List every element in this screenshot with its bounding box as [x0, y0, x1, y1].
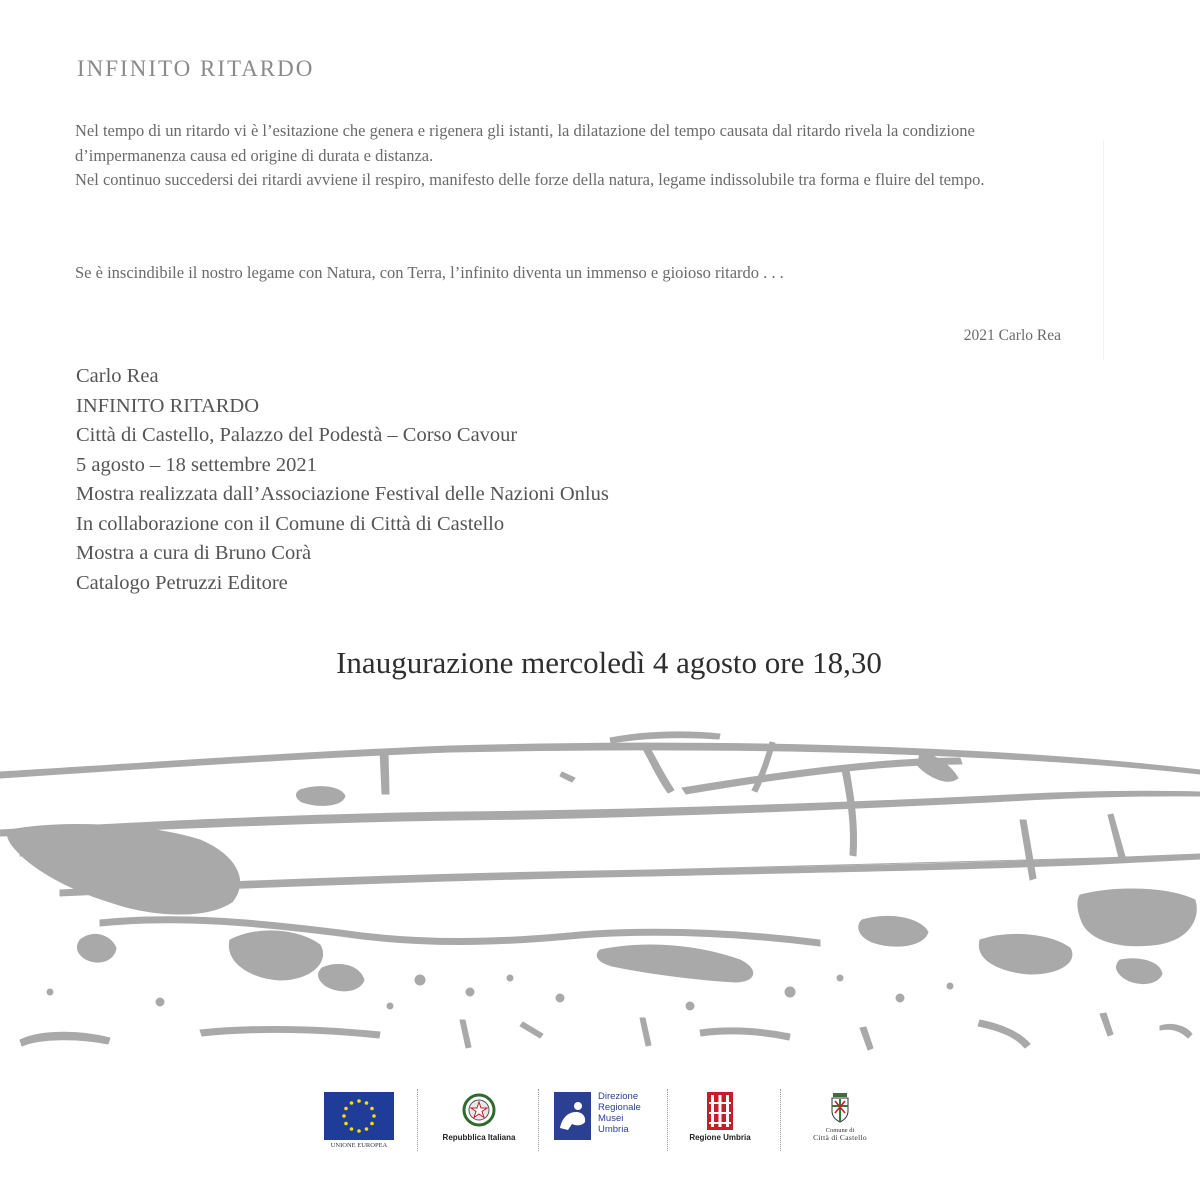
logos-row: [0, 1085, 1200, 1155]
intro-paragraph-1: Nel tempo di un ritardo vi è l’esitazione che genera e rigenera gli istanti, la dilatazione del tempo causata dal ritardo rivela la condizione d’impermanenza causa ed origine di durata e distanza.: [75, 121, 975, 165]
logo-separator: [780, 1089, 781, 1151]
comune-line-1: Comune di: [825, 1127, 855, 1134]
logo-musei-umbria: [554, 1085, 654, 1155]
dates: 5 agosto – 18 settembre 2021: [76, 453, 317, 476]
comune-line-2: Città di Castello: [813, 1133, 867, 1142]
intro-quote: Se è inscindibile il nostro legame con Natura, con Terra, l’infinito diventa un immenso e gioioso ritardo . . .: [75, 263, 784, 282]
artist-name: Carlo Rea: [76, 365, 159, 387]
artwork-image: [0, 730, 1200, 1060]
logo-separator: [667, 1089, 668, 1151]
regione-icon: [707, 1092, 733, 1130]
regione-caption: Regione Umbria: [689, 1133, 751, 1142]
logo-separator: [538, 1089, 539, 1151]
musei-line-1: Direzione: [598, 1091, 639, 1102]
signature: 2021 Carlo Rea: [963, 327, 1061, 344]
eu-flag-icon: [324, 1092, 394, 1148]
page-title: INFINITO RITARDO: [77, 56, 315, 81]
collaboration: In collaborazione con il Comune di Città di Castello: [76, 512, 505, 535]
logo-eu: [324, 1085, 394, 1155]
exhibition-title: INFINITO RITARDO: [76, 394, 260, 417]
divider-line: [1103, 140, 1104, 360]
eu-caption: UNIONE EUROPEA: [330, 1142, 388, 1149]
musei-line-2: Regionale: [598, 1102, 641, 1113]
emblem-icon: [461, 1091, 497, 1129]
exhibition-details: [76, 362, 609, 598]
inauguration-text: Inaugurazione mercoledì 4 agosto ore 18,30: [336, 645, 882, 680]
logo-regione-umbria: [680, 1085, 760, 1155]
repubblica-caption: Repubblica Italiana: [442, 1133, 516, 1142]
musei-line-4: Umbria: [598, 1124, 629, 1135]
coat-of-arms-icon: [829, 1091, 851, 1123]
intro-paragraph-2: Nel continuo succedersi dei ritardi avviene il respiro, manifesto delle forze della natura, legame indissolubile tra forma e fluire del tempo.: [75, 170, 985, 189]
organizer: Mostra realizzata dall’Associazione Festival delle Nazioni Onlus: [76, 483, 609, 505]
logo-separator: [417, 1089, 418, 1151]
logo-repubblica: [438, 1085, 520, 1155]
catalogue: Catalogo Petruzzi Editore: [76, 571, 288, 594]
musei-icon: [554, 1092, 591, 1140]
logo-comune: [800, 1085, 880, 1155]
musei-line-3: Musei: [598, 1113, 624, 1124]
venue: Città di Castello, Palazzo del Podestà – Corso Cavour: [76, 424, 518, 446]
curator: Mostra a cura di Bruno Corà: [76, 542, 312, 564]
